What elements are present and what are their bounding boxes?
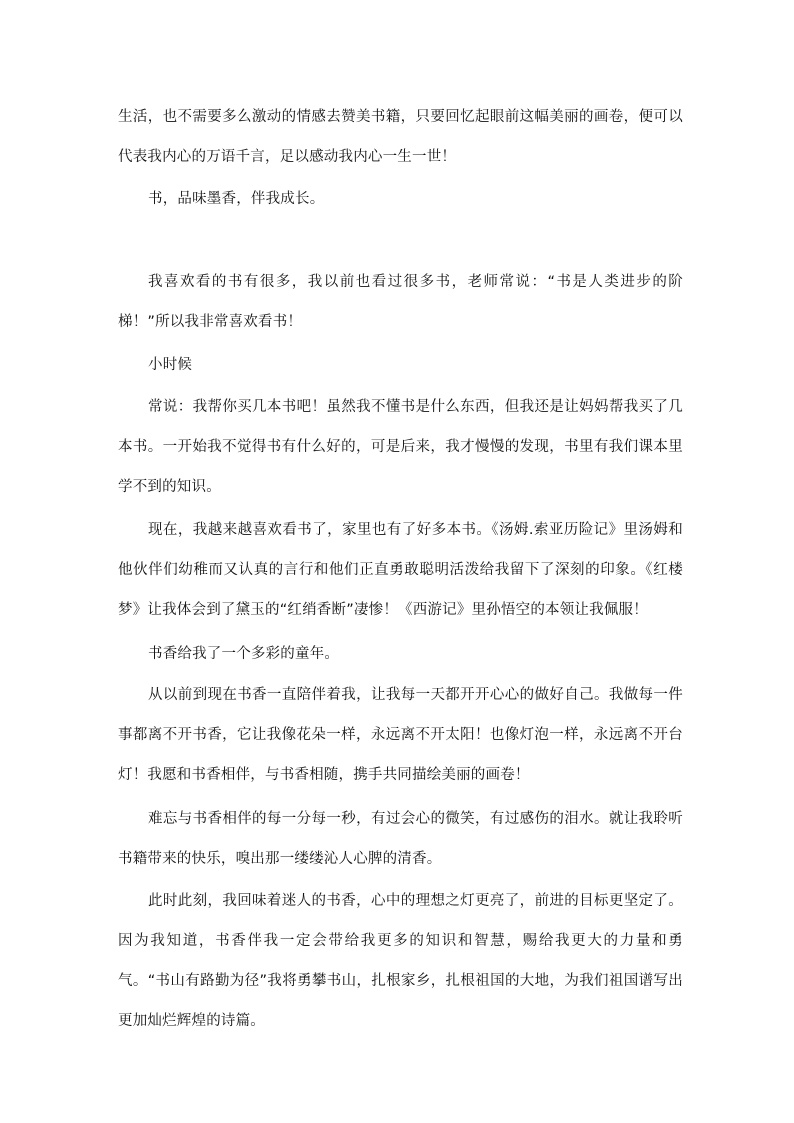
paragraph-now: 现在，我越来越喜欢看书了，家里也有了好多本书。《汤姆.索亚历险记》里汤姆和他伙伴们幼稚而又认真的言行和他们正直勇敢聪明活泼给我留下了深刻的印象。《红楼梦》让我体会到了黛玉的“红绡香断”凄惨！《西游记》里孙悟空的本领让我佩服！ [118, 522, 683, 618]
paragraph-colorful-childhood: 书香给我了一个多彩的童年。 [148, 646, 340, 662]
paragraph-childhood-heading: 小时候 [148, 357, 193, 373]
paragraph-companion: 从以前到现在书香一直陪伴着我，让我每一天都开开心心的做好自己。我做每一件事都离不开书香，它让我像花朵一样，永远离不开太阳！也像灯泡一样，永远离不开台灯！我愿和书香相伴，与书香相随，携手共同描绘美丽的画卷！ [118, 687, 683, 783]
paragraph-childhood: 常说：我帮你买几本书吧！虽然我不懂书是什么东西，但我还是让妈妈帮我买了几本书。一开始我不觉得书有什么好的，可是后来，我才慢慢的发现，书里有我们课本里学不到的知识。 [118, 399, 683, 495]
paragraph-intro-ending: 生活，也不需要多么激动的情感去赞美书籍，只要回忆起眼前这幅美丽的画卷，便可以代表我内心的万语千言，足以感动我内心一生一世！ [118, 109, 683, 165]
paragraph-unforgettable: 难忘与书香相伴的每一分每一秒，有过会心的微笑，有过感伤的泪水。就让我聆听书籍带来的快乐，嗅出那一缕缕沁人心脾的清香。 [118, 811, 683, 867]
paragraph-book-companion: 书，品味墨香，伴我成长。 [148, 191, 325, 207]
paragraph-conclusion: 此时此刻，我回味着迷人的书香，心中的理想之灯更亮了，前进的目标更坚定了。因为我知道，书香伴我一定会带给我更多的知识和智慧，赐给我更大的力量和勇气。“书山有路勤为径”我将勇攀书山，扎根家乡，扎根祖国的大地，为我们祖国谱写出更加灿烂辉煌的诗篇。 [118, 893, 683, 1029]
paragraph-love-reading: 我喜欢看的书有很多，我以前也看过很多书，老师常说：“书是人类进步的阶梯！”所以我非常喜欢看书！ [118, 274, 683, 330]
